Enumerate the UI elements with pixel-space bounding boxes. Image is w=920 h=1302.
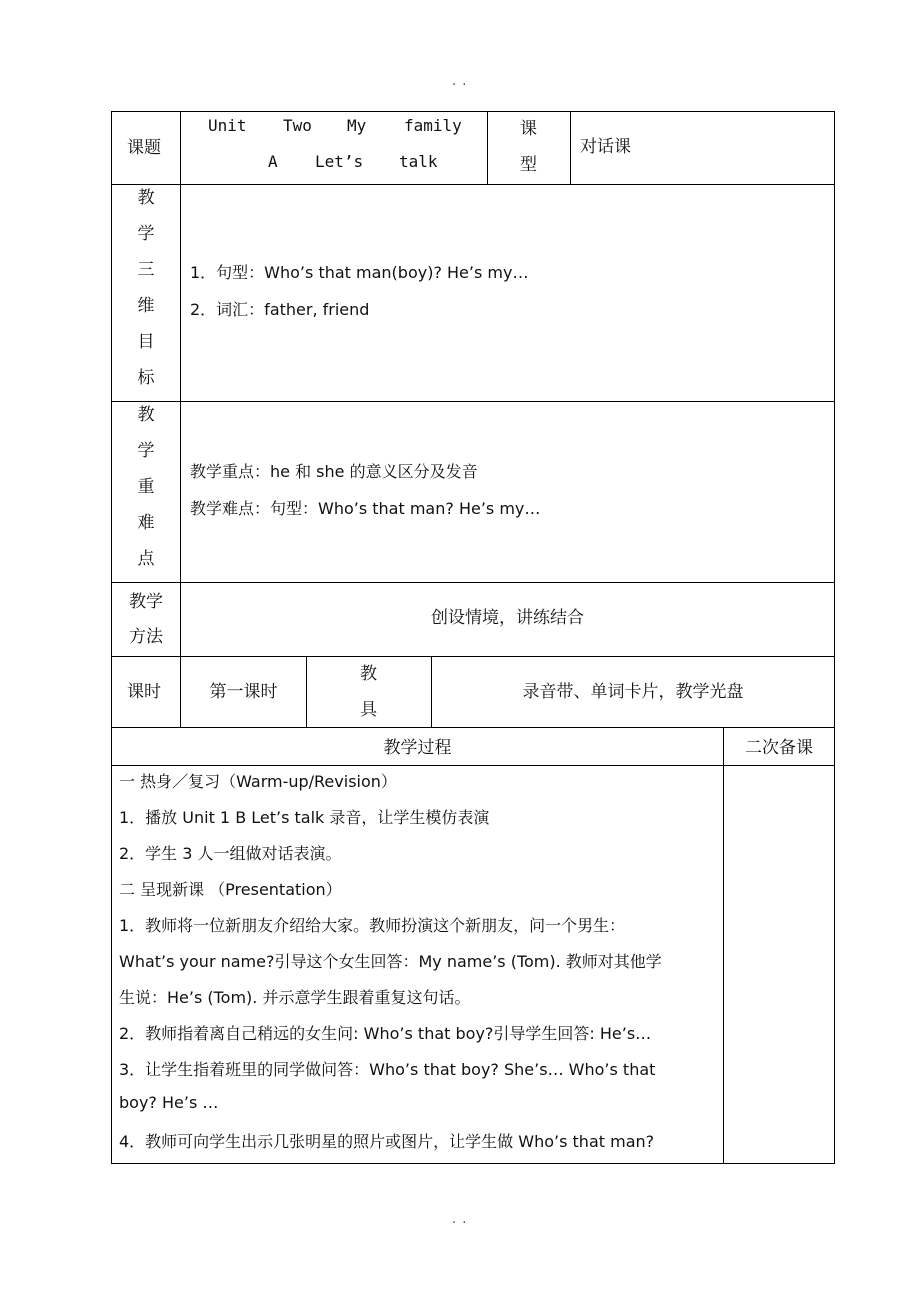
process-line: What’s your name?引导这个女生回答：My name’s (Tom). 教师对其他学 [119, 952, 662, 971]
type-label-1: 课 [520, 119, 537, 139]
method-label-1: 教学 [129, 592, 163, 612]
method-value: 创设情境，讲练结合 [431, 608, 584, 628]
process-line: 4．教师可向学生出示几张明星的照片或图片，让学生做 Who’s that man? [119, 1132, 655, 1151]
process-line: 生说：He’s (Tom). 并示意学生跟着重复这句话。 [119, 988, 471, 1007]
title-word: Unit [208, 116, 247, 135]
goal-line: 1．句型：Who’s that man(boy)? He’s my… [190, 263, 529, 282]
period-label: 课时 [127, 682, 161, 702]
key-point: 教学重点：he 和 she 的意义区分及发音 [190, 462, 478, 481]
type-label-2: 型 [520, 155, 537, 175]
process-header: 教学过程 [383, 738, 452, 758]
tools-label-1: 教 [360, 664, 377, 684]
title-word: family [404, 116, 462, 135]
difficult-point: 教学难点：句型：Who’s that man? He’s my… [190, 499, 541, 518]
title-word: My [347, 116, 367, 135]
topic-label: 课题 [127, 138, 161, 158]
header-mark: . . [452, 74, 468, 89]
title-word: Two [283, 116, 312, 135]
type-value: 对话课 [580, 137, 631, 157]
process-line: 1．播放 Unit 1 B Let’s talk 录音，让学生模仿表演 [119, 808, 490, 827]
method-label-2: 方法 [129, 627, 163, 647]
secondary-prep-header: 二次备课 [745, 738, 813, 758]
process-line: 二 呈现新课 （Presentation） [119, 880, 342, 899]
title-word: talk [399, 152, 438, 171]
footer-mark: . . [452, 1212, 468, 1227]
goals-label: 教 学 三 维 目 标 [137, 188, 155, 388]
goal-line: 2．词汇：father, friend [190, 300, 370, 319]
title-word: Let’s [315, 152, 364, 171]
tools-label-2: 具 [360, 700, 377, 720]
process-line: 一 热身／复习（Warm-up/Revision） [119, 772, 397, 791]
process-line: 2．教师指着离自己稍远的女生问: Who’s that boy?引导学生回答: He’s… [119, 1024, 652, 1043]
process-line: boy? He’s … [119, 1093, 219, 1112]
tools-value: 录音带、单词卡片，教学光盘 [522, 682, 744, 702]
process-line: 1．教师将一位新朋友介绍给大家。教师扮演这个新朋友，问一个男生： [119, 916, 626, 935]
period-value: 第一课时 [209, 682, 278, 702]
focus-label: 教 学 重 难 点 [137, 405, 155, 569]
process-line: 2．学生 3 人一组做对话表演。 [119, 844, 342, 863]
process-line: 3．让学生指着班里的同学做问答：Who’s that boy? She’s… Who’s that [119, 1060, 656, 1079]
title-word: A [268, 152, 278, 171]
